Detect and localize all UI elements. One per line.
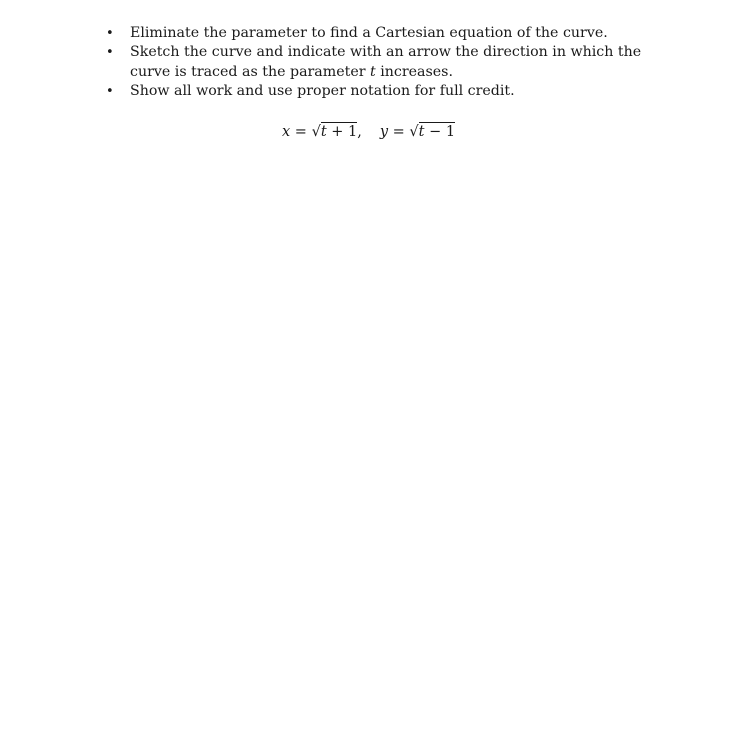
x-comma: ,: [357, 124, 362, 140]
x-radical: [312, 124, 358, 140]
y-radical: [409, 124, 455, 140]
instruction-text: Show all work and use proper notation for full credit.: [130, 82, 515, 99]
x-equals: =: [290, 124, 312, 140]
bullet-icon: •: [106, 83, 114, 99]
x-variable: x: [282, 124, 291, 140]
instruction-item-3: [104, 82, 664, 101]
instruction-text-tail: increases.: [375, 63, 453, 80]
instruction-list: [104, 24, 664, 101]
instruction-text: Eliminate the parameter to find a Cartesian equation of the curve.: [130, 25, 608, 41]
instruction-item-1: [104, 24, 664, 43]
y-radicand: t − 1: [418, 124, 456, 140]
y-variable: y: [379, 124, 389, 140]
bullet-icon: •: [106, 26, 114, 41]
instruction-item-2: [104, 43, 664, 82]
parameter-variable: t: [370, 63, 376, 80]
instruction-text: Sketch the curve and indicate with an arrow the direction in which the curve is traced as the parameter: [130, 44, 642, 80]
sqrt-icon: √: [409, 124, 419, 140]
sqrt-icon: √: [311, 124, 321, 140]
x-radicand: t + 1: [320, 124, 358, 140]
parametric-equations: [282, 124, 455, 140]
bullet-icon: •: [106, 45, 114, 61]
y-equals: =: [388, 124, 410, 140]
